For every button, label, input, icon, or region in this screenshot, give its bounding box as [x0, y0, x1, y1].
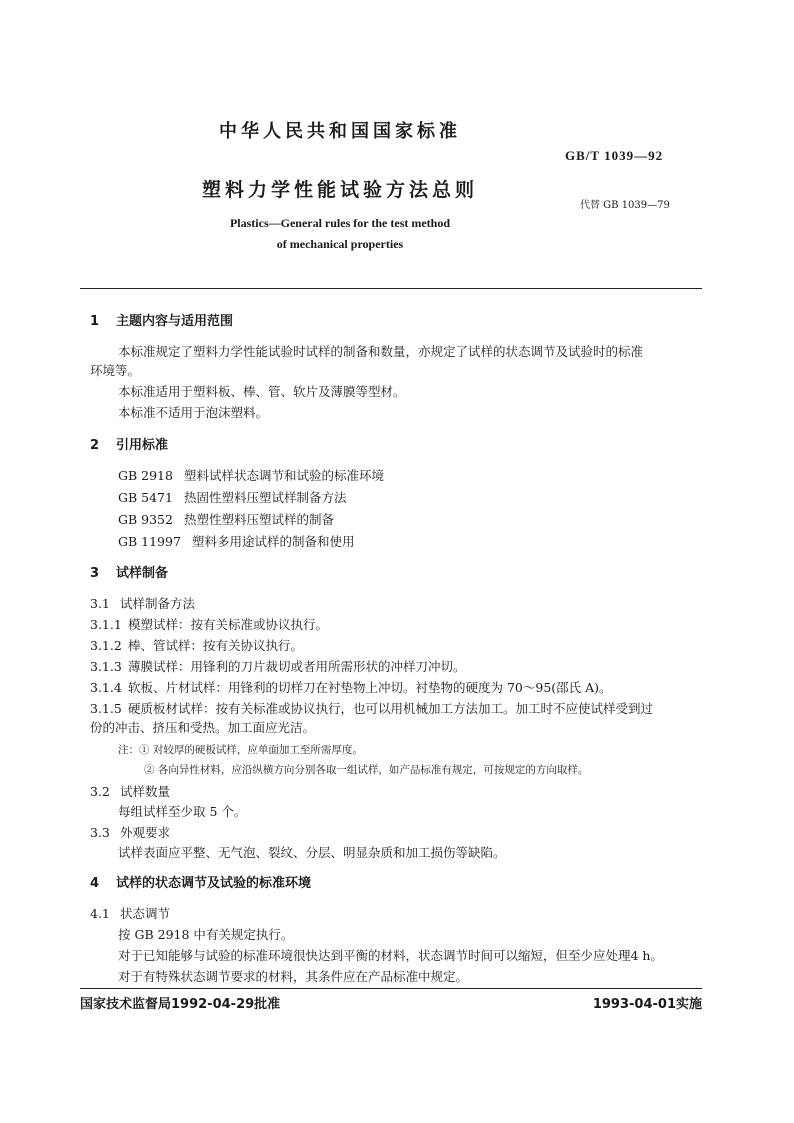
section-3-heading	[90, 562, 168, 581]
section-title: 主题内容与适用范围	[116, 314, 234, 329]
section-2-heading	[90, 434, 168, 453]
section-1-para1-line1: 本标准规定了塑料力学性能试验时试样的制备和数量，亦规定了试样的状态调节及试验时的标准	[118, 344, 644, 359]
clause-text: 硬质板材试样：按有关标准或协议执行，也可以用机械加工方法加工。加工时不应使试样受到过	[128, 701, 654, 716]
clause-number: 3.1.4	[90, 680, 122, 695]
section-title: 试样制备	[116, 566, 169, 581]
clause-number: 3.2	[90, 784, 110, 799]
clause-3-2-body: 每组试样至少取 5 个。	[118, 804, 247, 819]
section-title: 试样的状态调节及试验的标准环境	[116, 876, 312, 891]
note-1: 注：① 对较厚的硬板试样，应单面加工至所需厚度。	[118, 744, 363, 756]
clause-text: 试样制备方法	[120, 596, 196, 611]
reference-title: 塑料多用途试样的制备和使用	[192, 534, 355, 549]
clause-number: 4.1	[90, 906, 110, 921]
clause-3-1-2	[90, 636, 303, 654]
section-number: 2	[90, 438, 100, 453]
clause-number: 3.1.5	[90, 701, 122, 716]
reference-item	[118, 532, 355, 550]
clause-number: 3.1.3	[90, 659, 122, 674]
clause-3-1-5-continued: 份的冲击、挤压和受热。加工面应光洁。	[90, 720, 316, 735]
clause-3-3	[90, 823, 170, 841]
footer-rule	[80, 988, 702, 989]
clause-3-3-body: 试样表面应平整、无气泡、裂纹、分层、明显杂质和加工损伤等缺陷。	[118, 845, 506, 860]
clause-3-1-1	[90, 615, 328, 633]
clause-number: 3.1	[90, 596, 110, 611]
clause-number: 3.3	[90, 825, 110, 840]
effective-date: 1993-04-01实施	[592, 997, 702, 1012]
approval-date: 国家技术监督局1992-04-29批准	[80, 997, 281, 1012]
section-number: 3	[90, 566, 100, 581]
clause-4-1-line3: 对于有特殊状态调节要求的材料，其条件应在产品标准中规定。	[118, 969, 469, 984]
reference-code: GB 11997	[118, 534, 181, 549]
clause-text: 外观要求	[120, 825, 171, 840]
section-1-heading	[90, 310, 233, 329]
clause-text: 软板、片材试样：用锋利的切样刀在衬垫物上冲切。衬垫物的硬度为 70～95(邵氏 A)。	[128, 680, 612, 695]
clause-3-2	[90, 782, 170, 800]
reference-item	[118, 488, 347, 506]
clause-text: 试样数量	[120, 784, 171, 799]
document-title: 塑料力学性能试验方法总则	[201, 179, 478, 201]
section-number: 4	[90, 876, 100, 891]
clause-number: 3.1.2	[90, 638, 122, 653]
clause-text: 棒、管试样：按有关协议执行。	[128, 638, 304, 653]
national-standard-title: 中华人民共和国国家标准	[219, 121, 461, 142]
clause-text: 薄膜试样：用锋利的刀片裁切或者用所需形状的冲样刀冲切。	[128, 659, 466, 674]
section-4-heading	[90, 872, 311, 891]
clause-4-1-line2: 对于已知能够与试验的标准环境很快达到平衡的材料，状态调节时间可以缩短，但至少应处理4 h。	[118, 948, 663, 963]
clause-3-1-3	[90, 657, 466, 675]
section-title: 引用标准	[116, 438, 169, 453]
reference-code: GB 2918	[118, 468, 173, 483]
section-number: 1	[90, 314, 100, 329]
reference-code: GB 5471	[118, 490, 173, 505]
english-title-line1: Plastics—General rules for the test method	[229, 216, 451, 230]
clause-4-1-line1: 按 GB 2918 中有关规定执行。	[118, 927, 294, 942]
standard-number: GB/T 1039—92	[565, 148, 664, 163]
english-title-line2: of mechanical properties	[276, 237, 404, 251]
reference-item	[118, 510, 334, 528]
reference-code: GB 9352	[118, 512, 173, 527]
replaces-note: 代替 GB 1039—79	[580, 200, 670, 211]
clause-3-1	[90, 594, 195, 612]
clause-3-1-5	[90, 699, 653, 717]
clause-text: 模塑试样：按有关标准或协议执行。	[128, 617, 329, 632]
clause-4-1	[90, 904, 170, 922]
reference-title: 热塑性塑料压塑试样的制备	[184, 512, 335, 527]
clause-text: 状态调节	[120, 906, 171, 921]
section-1-para3: 本标准不适用于泡沫塑料。	[118, 405, 269, 420]
reference-item	[118, 466, 384, 484]
section-1-para2: 本标准适用于塑料板、棒、管、软片及薄膜等型材。	[118, 384, 406, 399]
clause-3-1-4	[90, 678, 612, 696]
header-rule	[80, 288, 702, 289]
clause-number: 3.1.1	[90, 617, 122, 632]
reference-title: 塑料试样状态调节和试验的标准环境	[184, 468, 385, 483]
reference-title: 热固性塑料压塑试样制备方法	[184, 490, 347, 505]
section-1-para1-line2: 环境等。	[90, 363, 141, 378]
note-2: ② 各向异性材料，应沿纵横方向分别各取一组试样，如产品标准有规定，可按规定的方向取样。	[144, 764, 589, 776]
